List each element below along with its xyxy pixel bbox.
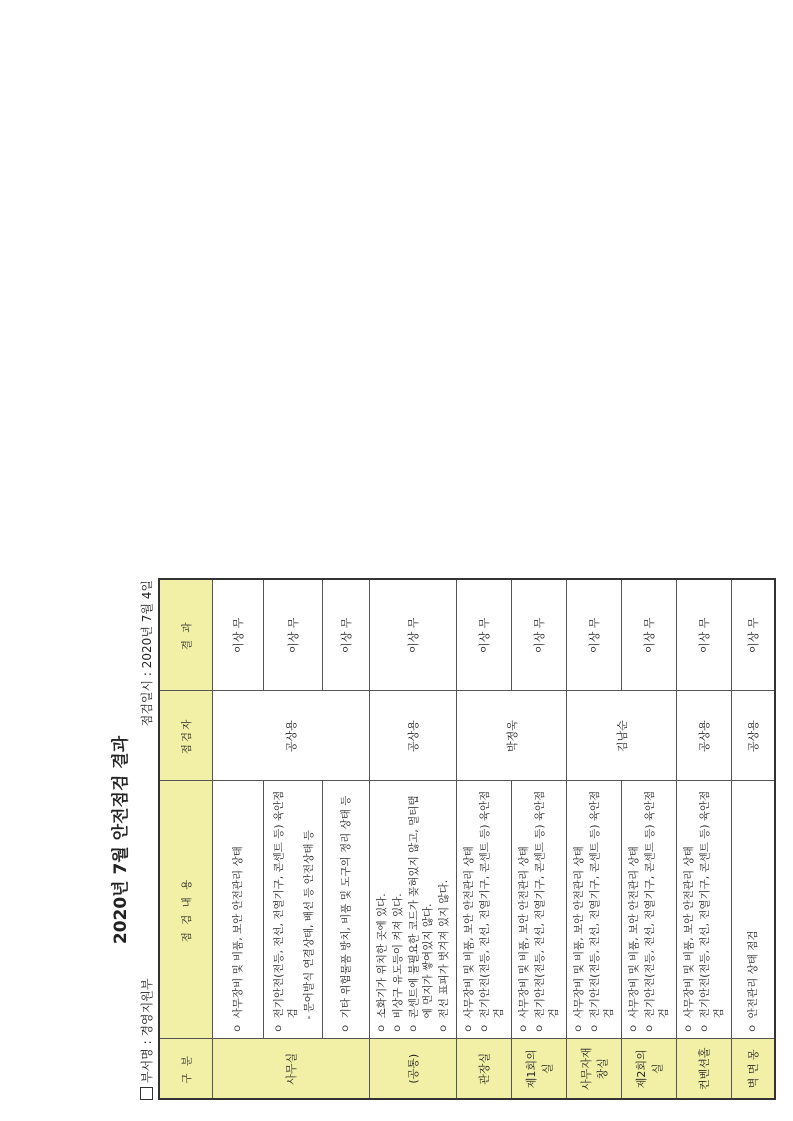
content-cell: ㅇ 사무장비 및 비품, 보안 안전관리 상태 bbox=[213, 781, 264, 1039]
content-cell: ㅇ 사무장비 및 비품, 보안 안전관리 상태 ㅇ 전기안전(전등, 전선, 전열기구, 콘센트 등) 육안점검 bbox=[512, 781, 567, 1039]
category-plaque: 벽 면 몽 bbox=[732, 1039, 776, 1099]
category-meeting2: 제2회의실 bbox=[622, 1039, 677, 1099]
result-cell: 이상 무 bbox=[567, 579, 622, 691]
category-director: 관장실 bbox=[457, 1039, 512, 1099]
result-cell: 이상 무 bbox=[323, 579, 370, 691]
content-cell: ㅇ 사무장비 및 비품, 보안 안전관리 상태 ㅇ 전기안전(전등, 전선, 전열기구, 콘센트 등) 육안점검 bbox=[677, 781, 732, 1039]
content-cell: ㅇ 소화기가 위치한 곳에 있다. ㅇ 비상구 유도등이 켜져 있다. ㅇ 콘센트에 불필요한 코드가 꽂혀있지 않고, 멀티탭에 먼지가 쌓여있지 않다. ㅇ 전선 표피가 벗겨져 있지 않다. bbox=[370, 781, 457, 1039]
category-office: 사무실 bbox=[213, 1039, 370, 1099]
inspector-cell: 박정욱 bbox=[457, 691, 567, 781]
table-row bbox=[567, 579, 622, 1099]
category-convention: 컨벤션홀 bbox=[677, 1039, 732, 1099]
content-cell: ㅇ 기타 위험물품 방치, 비품 및 도구의 정리 상태 등 bbox=[323, 781, 370, 1039]
table-row bbox=[457, 579, 512, 1099]
table-row bbox=[213, 579, 264, 1099]
result-cell: 이상 무 bbox=[732, 579, 776, 691]
header-result: 결 과 bbox=[159, 579, 213, 691]
content-cell: ㅇ 사무장비 및 비품, 보안 안전관리 상태 ㅇ 전기안전(전등, 전선, 전열기구, 콘센트 등) 육안점검 bbox=[622, 781, 677, 1039]
table-row bbox=[732, 579, 776, 1099]
document-page bbox=[100, 580, 760, 1100]
table-header-row bbox=[159, 579, 213, 1099]
header-content: 점 검 내 용 bbox=[159, 781, 213, 1039]
inspector-cell: 공상용 bbox=[370, 691, 457, 781]
category-supplies: 사무자재창실 bbox=[567, 1039, 622, 1099]
category-common: (공통) bbox=[370, 1039, 457, 1099]
content-cell: ㅇ 전기안전(전등, 전선, 전열기구, 콘센트 등) 육안점검 - 문어발식 연결상태, 배선 등 안전상태 등 bbox=[264, 781, 323, 1039]
department-label: 부서명 : 경영지원부 bbox=[140, 978, 154, 1083]
table-row bbox=[512, 579, 567, 1099]
header-category: 구 분 bbox=[159, 1039, 213, 1099]
inspector-cell: 공상용 bbox=[677, 691, 732, 781]
result-cell: 이상 무 bbox=[512, 579, 567, 691]
table-row bbox=[622, 579, 677, 1099]
table-row bbox=[323, 579, 370, 1099]
category-meeting1: 제1회의실 bbox=[512, 1039, 567, 1099]
result-cell: 이상 무 bbox=[457, 579, 512, 691]
content-cell: ㅇ 사무장비 및 비품, 보안 안전관리 상태 ㅇ 전기안전(전등, 전선, 전열기구, 콘센트 등) 육안점검 bbox=[457, 781, 512, 1039]
department-line bbox=[138, 979, 155, 1100]
table-row bbox=[677, 579, 732, 1099]
result-cell: 이상 무 bbox=[370, 579, 457, 691]
content-cell: ㅇ 안전관리 상태 점검 bbox=[732, 781, 776, 1039]
content-cell: ㅇ 사무장비 및 비품, 보안 안전관리 상태 ㅇ 전기안전(전등, 전선, 전열기구, 콘센트 등) 육안점검 bbox=[567, 781, 622, 1039]
table-row bbox=[264, 579, 323, 1099]
result-cell: 이상 무 bbox=[264, 579, 323, 691]
result-cell: 이상 무 bbox=[677, 579, 732, 691]
checkbox-icon bbox=[140, 1087, 153, 1100]
inspection-table bbox=[158, 578, 776, 1100]
header-inspector: 점검자 bbox=[159, 691, 213, 781]
inspector-cell: 공상용 bbox=[732, 691, 776, 781]
result-cell: 이상 무 bbox=[622, 579, 677, 691]
inspection-date: 점검일시 : 2020년 7월 4일 bbox=[140, 580, 154, 727]
table-row bbox=[370, 579, 457, 1099]
document-title: 2020년 7월 안전점검 결과 bbox=[111, 735, 131, 945]
inspector-cell: 김남순 bbox=[567, 691, 677, 781]
inspector-cell: 공상용 bbox=[213, 691, 370, 781]
result-cell: 이상 무 bbox=[213, 579, 264, 691]
